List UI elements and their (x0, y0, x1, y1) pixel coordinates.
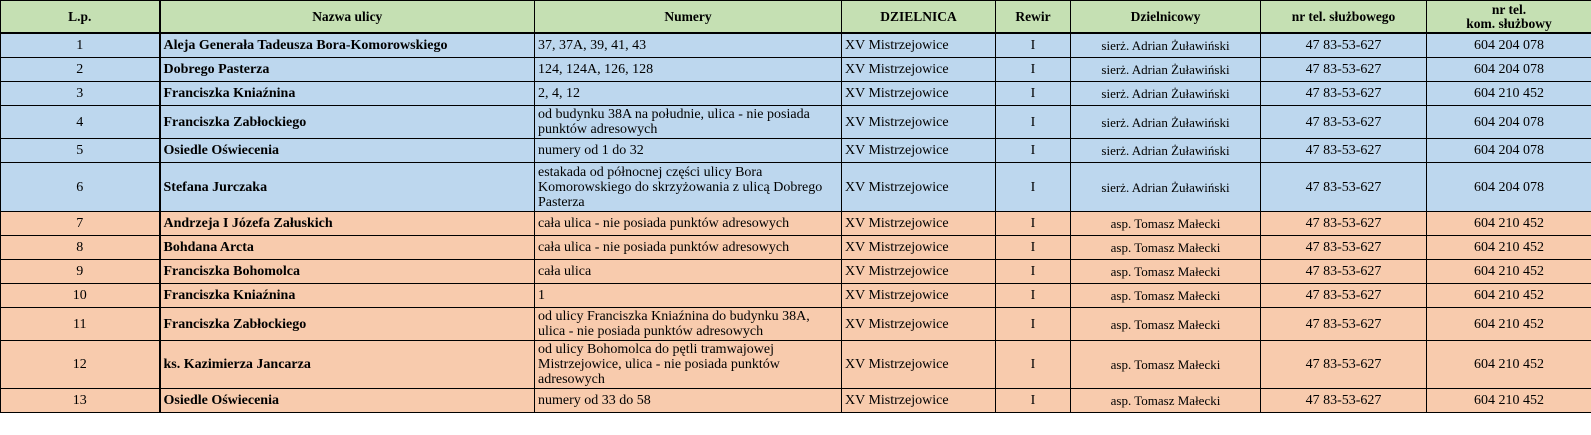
row-rewir: I (996, 341, 1071, 389)
row-rewir: I (996, 308, 1071, 341)
row-phone: 47 83-53-627 (1261, 163, 1427, 212)
row-numbers: numery od 33 do 58 (535, 389, 842, 413)
row-officer: asp. Tomasz Małecki (1071, 308, 1261, 341)
table-row (1, 82, 1591, 106)
row-district: XV Mistrzejowice (842, 308, 996, 341)
row-mobile: 604 210 452 (1427, 212, 1591, 236)
row-lp: 10 (1, 284, 160, 308)
row-numbers: 1 (535, 284, 842, 308)
row-district: XV Mistrzejowice (842, 341, 996, 389)
table-row (1, 212, 1591, 236)
header-mobile-line1: nr tel. (1491, 1, 1527, 17)
table-row (1, 389, 1591, 413)
row-numbers: numery od 1 do 32 (535, 139, 842, 163)
row-mobile: 604 210 452 (1427, 236, 1591, 260)
row-lp: 1 (1, 33, 160, 58)
row-mobile: 604 204 078 (1427, 139, 1591, 163)
row-phone: 47 83-53-627 (1261, 58, 1427, 82)
row-numbers: od ulicy Franciszka Kniaźnina do budynku 38A, ulica - nie posiada punktów adresowych (535, 308, 842, 341)
row-street: Osiedle Oświecenia (160, 139, 535, 163)
row-rewir: I (996, 33, 1071, 58)
row-rewir: I (996, 106, 1071, 139)
row-rewir: I (996, 212, 1071, 236)
row-lp: 3 (1, 82, 160, 106)
row-district: XV Mistrzejowice (842, 58, 996, 82)
row-lp: 4 (1, 106, 160, 139)
table-row (1, 163, 1591, 212)
header-mobile-line2: kom. służbowy (1466, 15, 1552, 31)
row-district: XV Mistrzejowice (842, 389, 996, 413)
row-phone: 47 83-53-627 (1261, 260, 1427, 284)
row-numbers: estakada od północnej części ulicy Bora Komorowskiego do skrzyżowania z ulicą Dobrego Pasterza (535, 163, 842, 212)
header-numbers: Numery (535, 1, 842, 34)
row-numbers: 124, 124A, 126, 128 (535, 58, 842, 82)
row-district: XV Mistrzejowice (842, 284, 996, 308)
row-numbers: cała ulica (535, 260, 842, 284)
row-phone: 47 83-53-627 (1261, 139, 1427, 163)
row-street: Dobrego Pasterza (160, 58, 535, 82)
table-row (1, 341, 1591, 389)
row-officer: asp. Tomasz Małecki (1071, 389, 1261, 413)
row-street: Aleja Generała Tadeusza Bora-Komorowskiego (160, 33, 535, 58)
row-lp: 11 (1, 308, 160, 341)
row-lp: 7 (1, 212, 160, 236)
row-officer: asp. Tomasz Małecki (1071, 236, 1261, 260)
row-officer: asp. Tomasz Małecki (1071, 260, 1261, 284)
row-officer: asp. Tomasz Małecki (1071, 341, 1261, 389)
row-mobile: 604 210 452 (1427, 341, 1591, 389)
row-district: XV Mistrzejowice (842, 236, 996, 260)
row-lp: 5 (1, 139, 160, 163)
row-officer: sierż. Adrian Żuławiński (1071, 163, 1261, 212)
row-district: XV Mistrzejowice (842, 212, 996, 236)
row-phone: 47 83-53-627 (1261, 106, 1427, 139)
row-rewir: I (996, 260, 1071, 284)
row-street: Franciszka Zabłockiego (160, 308, 535, 341)
row-phone: 47 83-53-627 (1261, 236, 1427, 260)
row-district: XV Mistrzejowice (842, 82, 996, 106)
row-street: Stefana Jurczaka (160, 163, 535, 212)
row-rewir: I (996, 82, 1071, 106)
row-street: Bohdana Arcta (160, 236, 535, 260)
row-mobile: 604 204 078 (1427, 106, 1591, 139)
row-numbers: cała ulica - nie posiada punktów adresowych (535, 212, 842, 236)
row-district: XV Mistrzejowice (842, 163, 996, 212)
table-row (1, 236, 1591, 260)
row-street: Franciszka Kniaźnina (160, 82, 535, 106)
row-street: Franciszka Bohomolca (160, 260, 535, 284)
header-phone: nr tel. służbowego (1261, 1, 1427, 34)
row-numbers: 2, 4, 12 (535, 82, 842, 106)
row-phone: 47 83-53-627 (1261, 33, 1427, 58)
row-officer: sierż. Adrian Żuławiński (1071, 139, 1261, 163)
row-officer: asp. Tomasz Małecki (1071, 284, 1261, 308)
row-rewir: I (996, 236, 1071, 260)
row-street: Franciszka Kniaźnina (160, 284, 535, 308)
table-header-row (1, 1, 1591, 34)
row-district: XV Mistrzejowice (842, 139, 996, 163)
row-officer: asp. Tomasz Małecki (1071, 212, 1261, 236)
row-street: ks. Kazimierza Jancarza (160, 341, 535, 389)
table-row (1, 106, 1591, 139)
row-mobile: 604 204 078 (1427, 33, 1591, 58)
row-numbers: od ulicy Bohomolca do pętli tramwajowej Mistrzejowice, ulica - nie posiada punktów adresowych (535, 341, 842, 389)
table-row (1, 139, 1591, 163)
row-rewir: I (996, 389, 1071, 413)
row-phone: 47 83-53-627 (1261, 82, 1427, 106)
header-officer: Dzielnicowy (1071, 1, 1261, 34)
row-lp: 9 (1, 260, 160, 284)
row-officer: sierż. Adrian Żuławiński (1071, 58, 1261, 82)
row-district: XV Mistrzejowice (842, 33, 996, 58)
header-mobile (1427, 1, 1591, 34)
row-rewir: I (996, 163, 1071, 212)
row-mobile: 604 210 452 (1427, 389, 1591, 413)
header-rewir: Rewir (996, 1, 1071, 34)
table-row (1, 284, 1591, 308)
header-street: Nazwa ulicy (160, 1, 535, 34)
row-district: XV Mistrzejowice (842, 260, 996, 284)
row-phone: 47 83-53-627 (1261, 341, 1427, 389)
row-phone: 47 83-53-627 (1261, 389, 1427, 413)
table-row (1, 308, 1591, 341)
row-mobile: 604 204 078 (1427, 163, 1591, 212)
table-row (1, 260, 1591, 284)
row-phone: 47 83-53-627 (1261, 284, 1427, 308)
table-row (1, 58, 1591, 82)
row-lp: 6 (1, 163, 160, 212)
row-officer: sierż. Adrian Żuławiński (1071, 33, 1261, 58)
row-mobile: 604 204 078 (1427, 58, 1591, 82)
row-officer: sierż. Adrian Żuławiński (1071, 82, 1261, 106)
row-rewir: I (996, 284, 1071, 308)
row-mobile: 604 210 452 (1427, 284, 1591, 308)
row-mobile: 604 210 452 (1427, 82, 1591, 106)
row-rewir: I (996, 58, 1071, 82)
row-numbers: od budynku 38A na południe, ulica - nie posiada punktów adresowych (535, 106, 842, 139)
table-row (1, 33, 1591, 58)
row-phone: 47 83-53-627 (1261, 308, 1427, 341)
row-lp: 8 (1, 236, 160, 260)
row-rewir: I (996, 139, 1071, 163)
row-phone: 47 83-53-627 (1261, 212, 1427, 236)
row-street: Osiedle Oświecenia (160, 389, 535, 413)
row-numbers: cała ulica - nie posiada punktów adresowych (535, 236, 842, 260)
row-numbers: 37, 37A, 39, 41, 43 (535, 33, 842, 58)
row-mobile: 604 210 452 (1427, 260, 1591, 284)
row-lp: 2 (1, 58, 160, 82)
row-lp: 12 (1, 341, 160, 389)
row-district: XV Mistrzejowice (842, 106, 996, 139)
row-street: Franciszka Zabłockiego (160, 106, 535, 139)
row-lp: 13 (1, 389, 160, 413)
row-officer: sierż. Adrian Żuławiński (1071, 106, 1261, 139)
header-lp: L.p. (1, 1, 160, 34)
row-street: Andrzeja I Józefa Załuskich (160, 212, 535, 236)
header-district: DZIELNICA (842, 1, 996, 34)
row-mobile: 604 210 452 (1427, 308, 1591, 341)
